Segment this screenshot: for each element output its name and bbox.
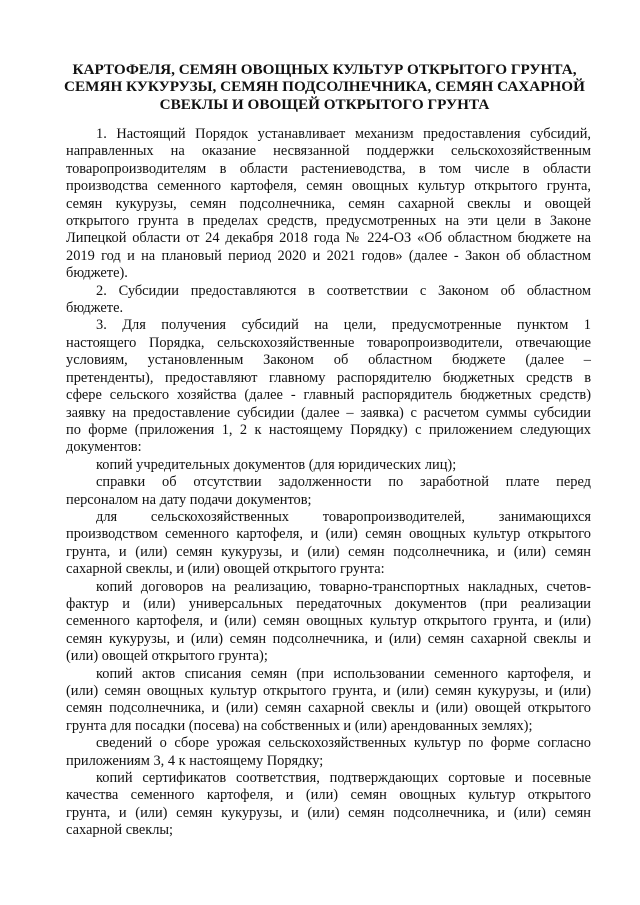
text-line: копий учредительных документов (для юридических лиц); [96,456,457,473]
text-line: Липецкой области от 24 декабря 2018 года № 224-ОЗ «Об областном бюджете на [66,230,591,247]
text-line: (или) семян овощных культур открытого грунта, и (или) семян кукурузы, и (или) [66,683,591,699]
list-item [66,457,591,474]
text-line: справки об отсутствии задолженности по заработной плате перед [96,474,591,491]
text-line: по форме (приложения 1, 2 к настоящему Порядку) с приложением следующих [66,421,591,438]
text-line: 2019 год и на плановый период 2020 и 2021 годов» (далее - Закон об областном [66,247,591,264]
text-line: семян кукурузы, и (или) семян подсолнечника, и (или) семян сахарной свеклы и [66,630,591,647]
text-line: (или) овощей открытого грунта); [66,648,268,665]
text-line: грунта, и (или) семян кукурузы, и (или) семян подсолнечника, и (или) семян [66,543,591,560]
text-line: копий актов списания семян (при использовании семенного картофеля, и [96,665,591,682]
text-line: копий договоров на реализацию, товарно-транспортных накладных, счетов- [96,578,591,595]
list-item [66,666,591,736]
paragraph-2 [66,283,591,318]
text-line: грунта, и (или) семян кукурузы, и (или) семян подсолнечника, и (или) семян [66,804,591,821]
text-line: сведений о сборе урожая сельскохозяйственных культур по форме согласно [96,735,591,752]
list-item [66,770,591,840]
text-line: качества семенного картофеля, и (или) семян овощных культур открытого [66,787,591,804]
text-line: товаропроизводителям в области растениеводства, в том числе в области [66,160,591,177]
text-line: настоящего Порядка, сельскохозяйственные товаропроизводители, отвечающие [66,334,591,351]
text-line: заявку на предоставление субсидии (далее – заявка) с расчетом суммы субсидии [66,404,591,421]
text-line: открытого грунта в пределах средств, предусмотренных на эти цели в Законе [66,213,591,230]
text-line: производства семенного картофеля, семян овощных культур открытого грунта, [66,178,591,195]
text-line: семян кукурузы, семян подсолнечника, семян сахарной свеклы и овощей [66,195,591,212]
text-line: документов: [66,439,142,456]
text-line: фактур и (или) универсальных передаточных документов (при реализации [66,595,591,612]
text-line: 2. Субсидии предоставляются в соответствии с Законом об областном [96,282,591,299]
text-line: семенного картофеля, и (или) семян овощных культур открытого грунта, и (или) [66,613,591,630]
text-line: условиям, установленным Законом об областном бюджете (далее – [66,352,591,369]
text-line: копий сертификатов соответствия, подтверждающих сортовые и посевные [96,770,591,787]
list-item [66,474,591,509]
title-line: СЕМЯН КУКУРУЗЫ, СЕМЯН ПОДСОЛНЕЧНИКА, СЕМЯН САХАРНОЙ [64,78,585,96]
paragraph-1 [66,126,591,283]
document-title [58,61,591,113]
document-body [66,126,591,840]
text-line: направленных на оказание несвязанной поддержки сельскохозяйственным [66,143,591,160]
text-line: претенденты), предоставляют главному распорядителю бюджетных средств в [66,369,591,386]
paragraph-3 [66,317,591,456]
text-line: сфере сельского хозяйства (далее - главный распорядитель бюджетных средств) [66,387,591,404]
text-line: 1. Настоящий Порядок устанавливает механизм предоставления субсидий, [96,126,591,142]
text-line: сахарной свеклы; [66,822,174,839]
text-line: производством семенного картофеля, и (или) семян овощных культур открытого [66,526,591,543]
text-line: семян подсолнечника, и (или) семян сахарной свеклы и (или) овощей открытого [66,700,591,717]
text-line: приложениям 3, 4 к настоящему Порядку; [66,752,324,769]
list-item [66,509,591,579]
text-line: сахарной свеклы, и (или) овощей открытого грунта: [66,561,385,578]
list-item [66,735,591,770]
text-line: грунта для посадки (посева) на собственных и (или) арендованных землях); [66,717,533,734]
title-line: СВЕКЛЫ И ОВОЩЕЙ ОТКРЫТОГО ГРУНТА [159,95,490,113]
text-line: 3. Для получения субсидий на цели, предусмотренные пунктом 1 [96,317,591,334]
text-line: персоналом на дату подачи документов; [66,491,312,508]
title-line: КАРТОФЕЛЯ, СЕМЯН ОВОЩНЫХ КУЛЬТУР ОТКРЫТОГО ГРУНТА, [72,61,577,78]
text-line: бюджете. [66,300,124,317]
text-line: для сельскохозяйственных товаропроизводителей, занимающихся [96,508,591,525]
text-line: бюджете). [66,265,128,282]
list-item [66,579,591,666]
